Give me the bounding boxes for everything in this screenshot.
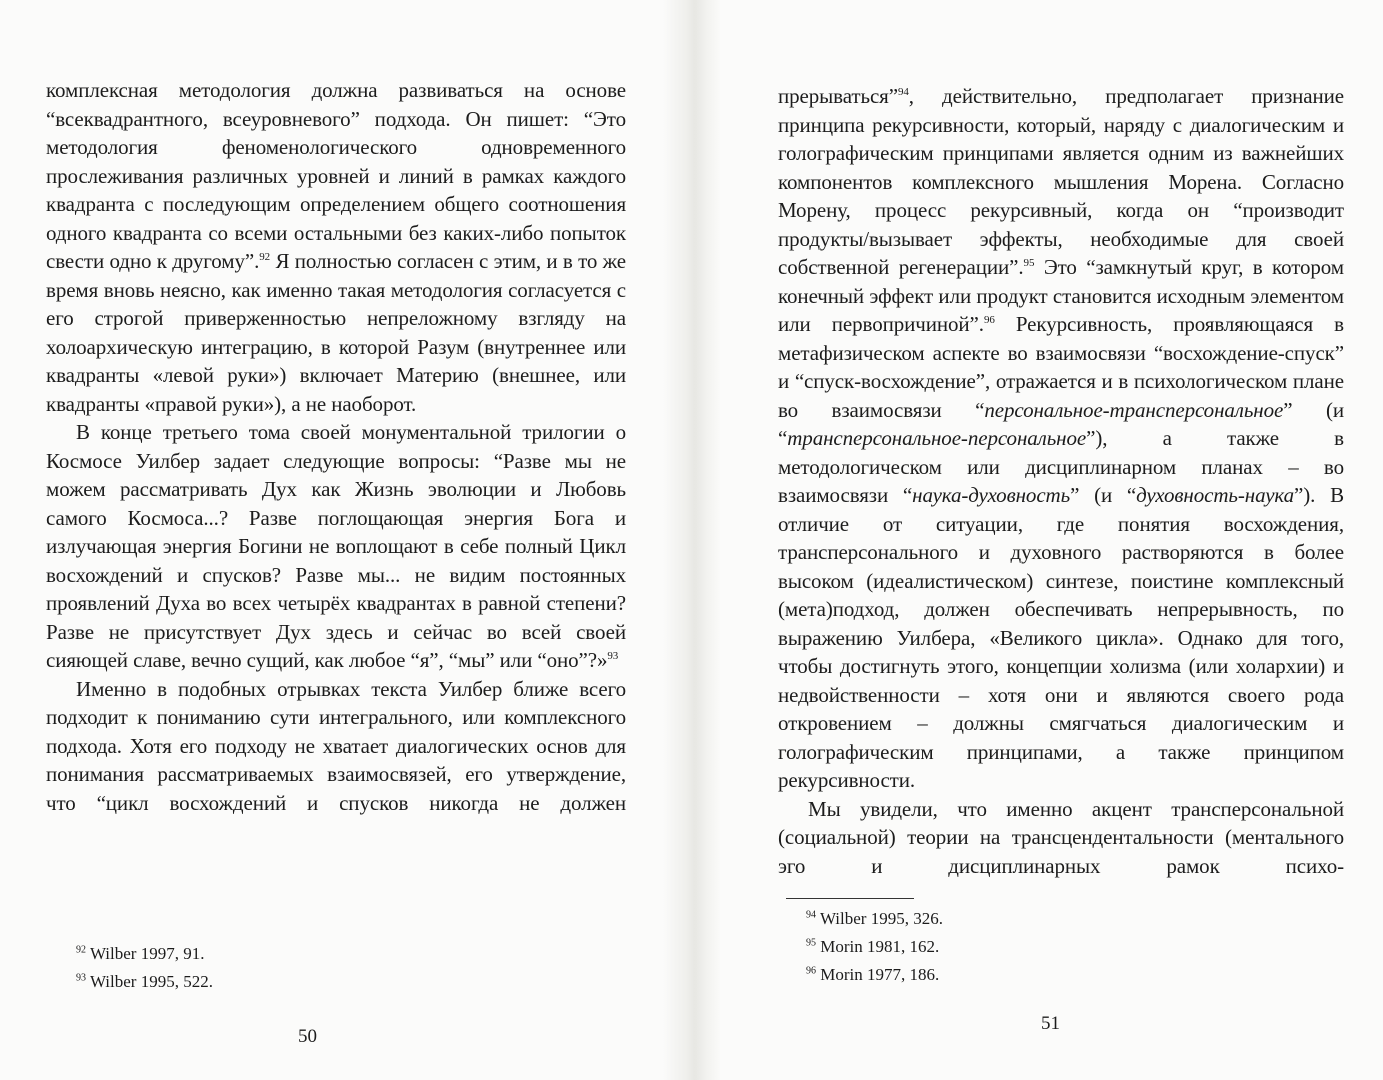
text-run: , действительно, предполагает признание принципа рекурсивности, который, наряду с диалогическим и голографическим принципами является одним из важнейших компонентов комплексного мышления Морена. Согласно Морену, процесс рекурсивный, когда он “производит продукты/вызывает эффекты, необходимые для своей собственной регенерации”. — [778, 84, 1344, 279]
footnote — [76, 968, 213, 996]
text-run: ”). В отличие от ситуации, где понятия восхождения, трансперсонального и духовного растворяются в более высоком (идеалистическом) синтезе, поистине комплексный (мета)подход, должен обеспечивать непрерывность, по выражению Уилбера, «Великого цикла». Однако для того, чтобы достигнуть этого, концепции холизма (или холархии) и недвойственности – хотя они и являются своего рода откровением – должны смягчаться диалогическим и голографическим принципами, а также принципом рекурсивности. — [778, 483, 1344, 792]
page-number: 50 — [298, 1026, 317, 1047]
paragraph — [778, 82, 1344, 795]
text-run: В конце третьего тома своей монументальной трилогии о Космосе Уилбер задает следующие вопросы: “Разве мы не можем рассматривать Дух как Жизнь эволюции и Любовь самого Космоса...? Разве поглощающая энергия Бога и излучающая энергия Богини не воплощают в себе полный Цикл восхождений и спусков? Разве мы... не видим постоянных проявлений Духа во всех четырёх квадрантах в равной степени? Разве не присутствует Дух здесь и сейчас во всей своей сияющей славе, вечно сущий, как любое “я”, “мы” или “оно”?» — [46, 420, 626, 672]
footnote — [806, 961, 943, 989]
text-run: ”), а также в методологическом или дисциплинарном планах – во взаимосвязи “ — [778, 426, 1344, 507]
footnote — [76, 940, 213, 968]
footnote-text: Wilber 1995, 326. — [816, 909, 943, 928]
left-page-body — [46, 76, 626, 817]
footnote-ref: 94 — [897, 86, 909, 98]
text-run: Я полностью согласен с этим, и в то же время вновь неясно, как именно такая методология согласуется с его строгой приверженностью непреложному взгляду на холоархическую интеграцию, в которой Разум (внутреннее или квадранты «левой руки») включает Материю (внешнее, или квадранты «правой руки»), а не наоборот. — [46, 249, 626, 416]
text-run: Рекурсивность, проявляющаяся в метафизическом аспекте во взаимосвязи “восхождение-спуск” и “спуск-восхождение”, отражается и в психологическом плане во взаимосвязи “ — [778, 312, 1344, 422]
footnote-text: Wilber 1995, 522. — [86, 972, 213, 991]
footnote — [806, 905, 943, 933]
footnote-number: 96 — [806, 965, 816, 977]
footnote-number: 92 — [76, 944, 86, 956]
footnote-rule — [786, 898, 914, 899]
right-page-footnotes — [806, 905, 943, 989]
emphasis-text: духовность-наука — [1136, 483, 1295, 507]
footnote-ref: 93 — [607, 650, 619, 662]
footnote — [806, 933, 943, 961]
footnote-number: 94 — [806, 909, 816, 921]
text-run: ” (и “ — [778, 397, 1344, 450]
paragraph — [46, 418, 626, 675]
footnote-ref: 96 — [983, 314, 995, 326]
left-page-footnotes — [76, 940, 213, 996]
text-run: Мы увидели, что именно акцент трансперсональной (социальной) теории на трансцендентальности (ментального эго и дисциплинарных рамок психо- — [778, 796, 1344, 878]
text-run: прерываться” — [778, 84, 898, 108]
footnote-text: Wilber 1997, 91. — [86, 944, 205, 963]
text-run: ” (и “ — [1070, 483, 1137, 507]
left-page — [0, 0, 680, 1080]
paragraph — [778, 795, 1344, 881]
footnote-number: 93 — [76, 972, 86, 984]
footnote-number: 95 — [806, 937, 816, 949]
emphasis-text: наука-духовность — [912, 483, 1071, 507]
footnote-text: Morin 1981, 162. — [816, 937, 940, 956]
right-page — [700, 0, 1383, 1080]
footnote-ref: 92 — [259, 251, 271, 263]
text-run: Именно в подобных отрывках текста Уилбер ближе всего подходит к пониманию сути интегрального, или комплексного подхода. Хотя его подходу не хватает диалогических основ для понимания рассматриваемых взаимосвязей, его утверждение, что “цикл восхождений и спусков никогда не должен — [46, 676, 626, 815]
footnote-ref: 95 — [1023, 257, 1035, 269]
text-run: комплексная методология должна развиваться на основе “всеквадрантного, всеуровневого” подхода. Он пишет: “Это методология феноменологического одновременного прослеживания различных уровней и линий в рамках каждого квадранта с последующим определением общего соотношения одного квадранта со всеми остальными без каких-либо попыток свести одно к другому”. — [46, 78, 626, 273]
footnote-text: Morin 1977, 186. — [816, 965, 940, 984]
page-number: 51 — [1041, 1013, 1060, 1034]
emphasis-text: трансперсональное-персональное — [787, 426, 1087, 450]
right-page-body — [778, 82, 1344, 880]
paragraph — [46, 76, 626, 418]
emphasis-text: персональное-трансперсональное — [984, 397, 1284, 422]
text-run: Это “замкнутый круг, в котором конечный эффект или продукт становится исходным элементом или первопричиной”. — [778, 255, 1344, 336]
paragraph — [46, 675, 626, 818]
